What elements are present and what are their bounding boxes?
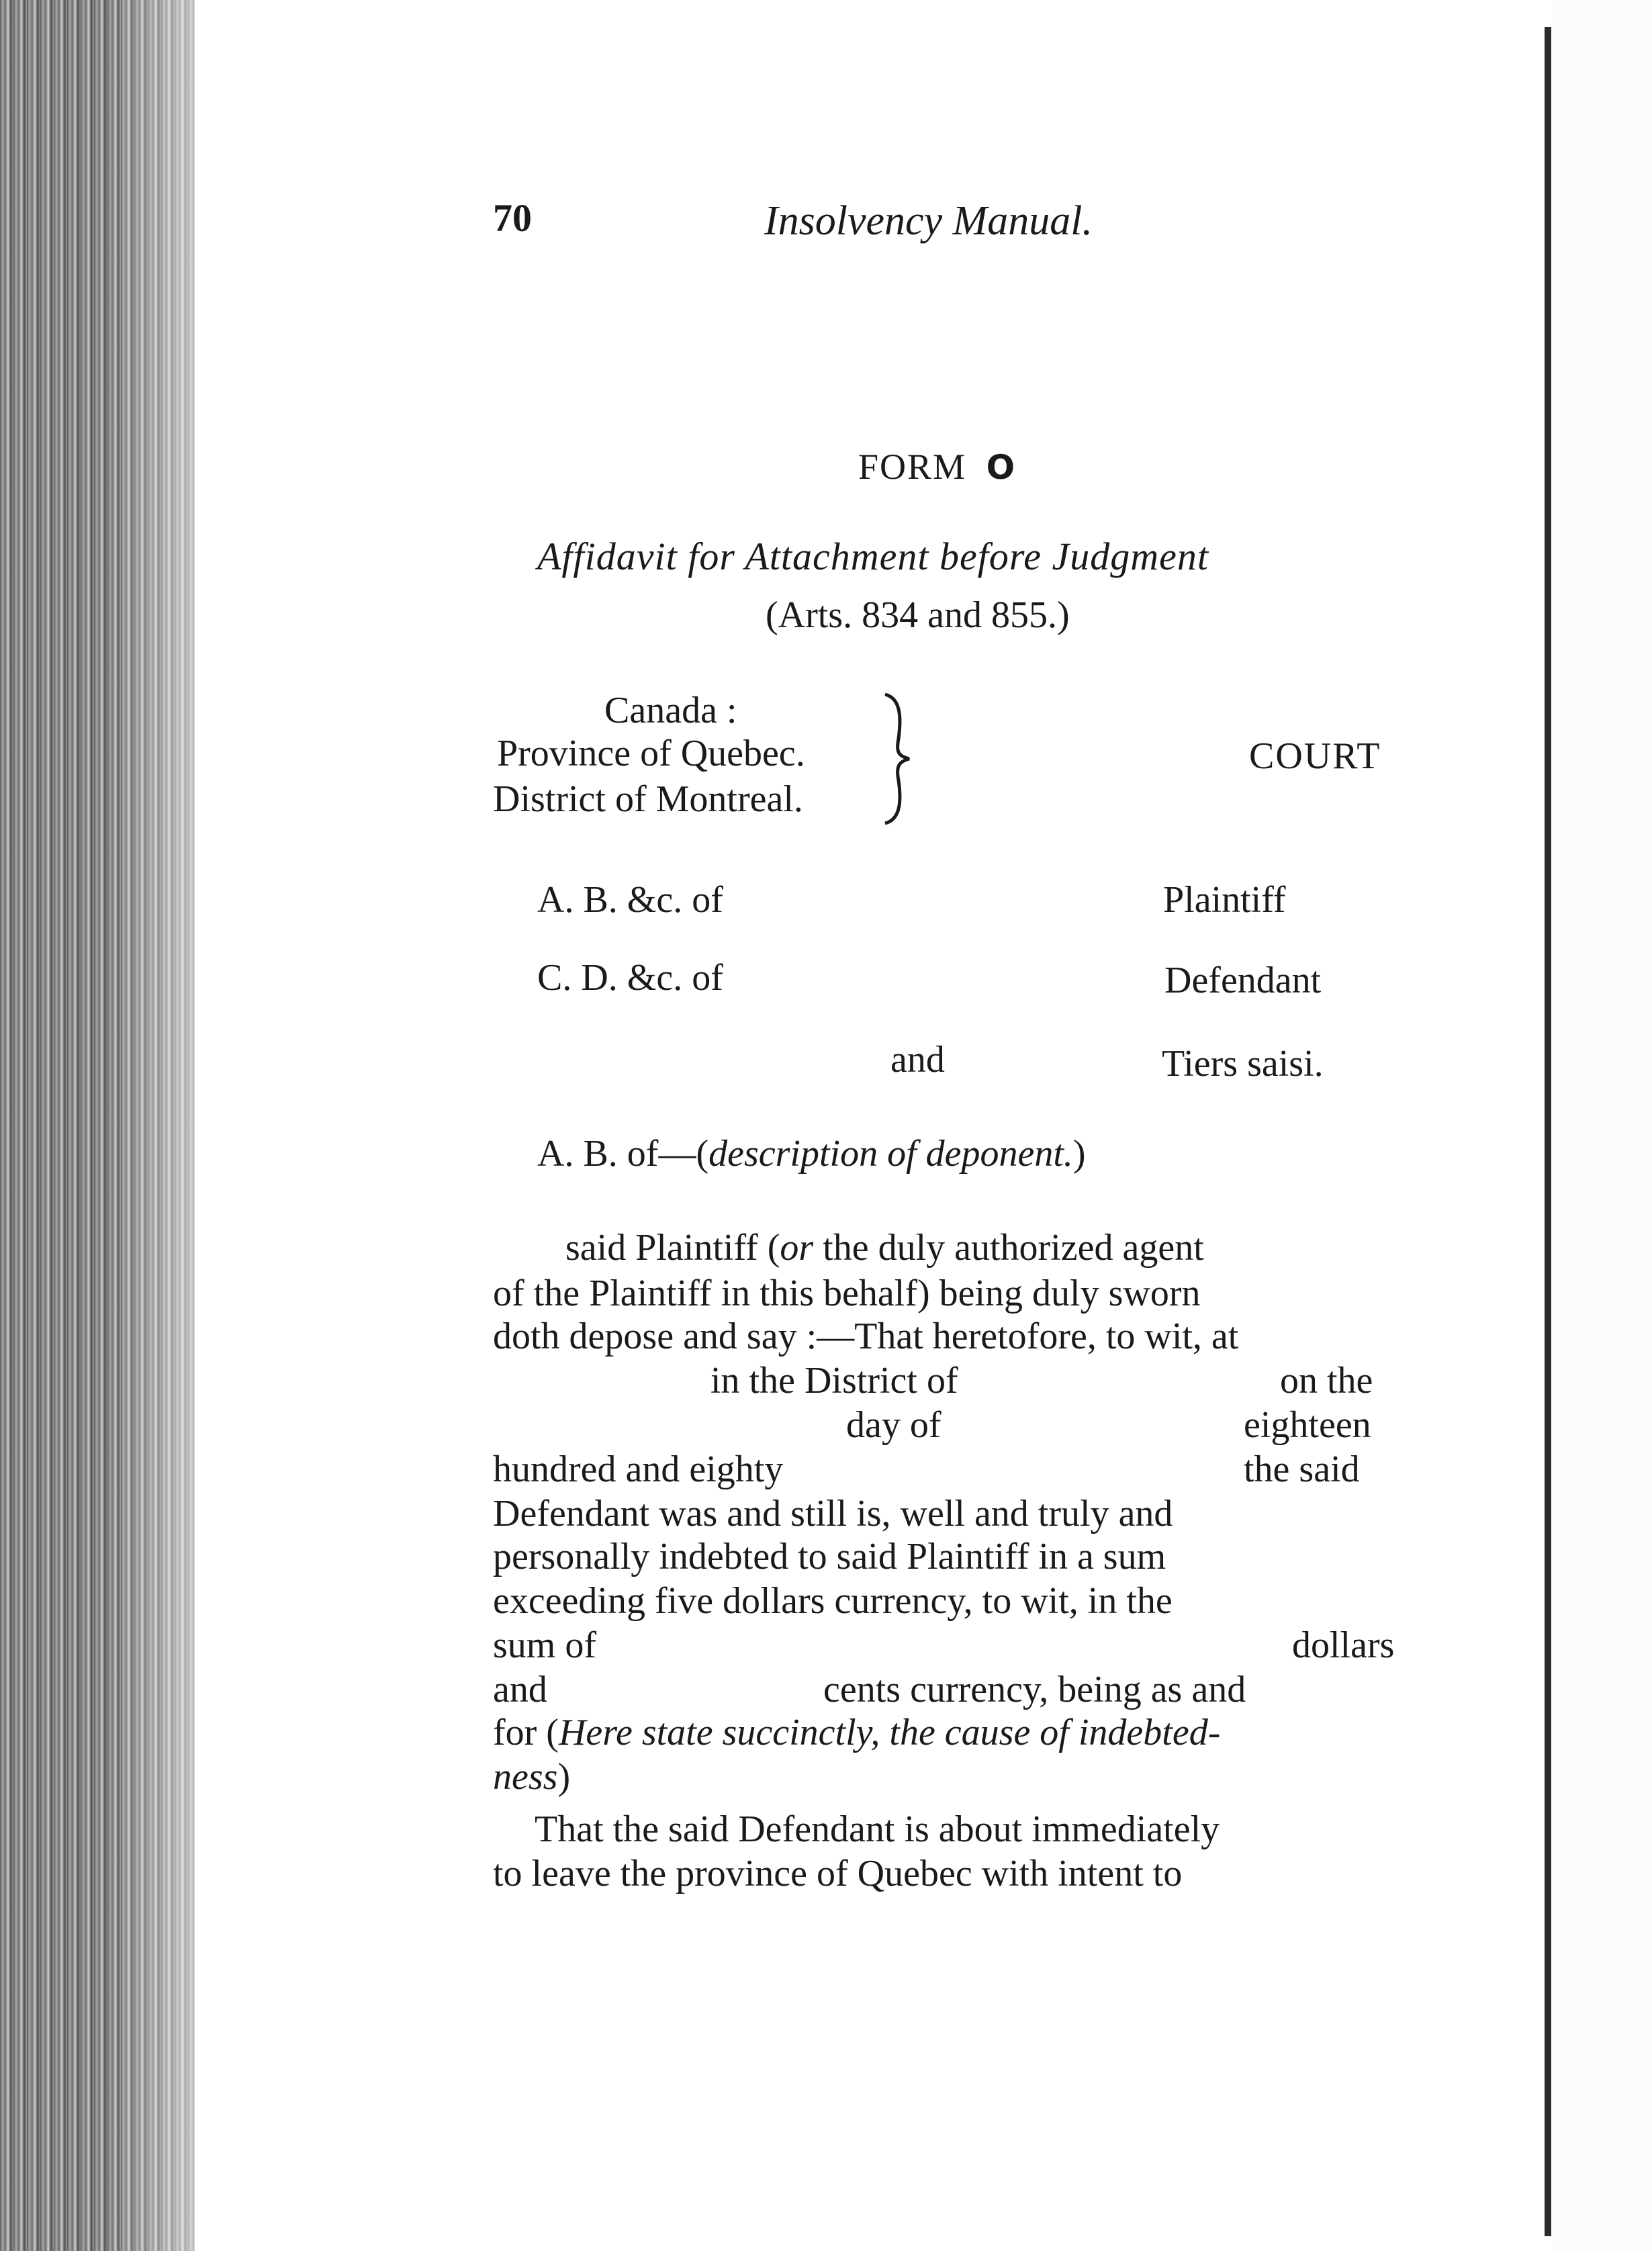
body-line-4a: in the District of [710,1360,958,1402]
body-line-13 [493,1758,570,1796]
body-line-12b: Here state succinctly, the cause of indebted- [558,1712,1221,1753]
jurisdiction-province: Province of Quebec. [497,733,805,774]
running-title: Insolvency Manual. [764,198,1093,244]
gutter-edge [1545,27,1551,2236]
and-label: and [890,1039,945,1081]
tiers-saisi-role: Tiers saisi. [1162,1043,1324,1085]
defendant-role: Defendant [1164,960,1322,1001]
plaintiff-name: A. B. &c. of [537,879,723,921]
body-line-11a: and [493,1669,547,1710]
jurisdiction-district: District of Montreal. [493,778,803,820]
body-line-1 [565,1229,1204,1267]
body-line-6a: hundred and eighty [493,1449,784,1490]
deponent-line [537,1135,1086,1173]
body-line-13b: ) [557,1756,571,1798]
body-line-4b: on the [1280,1360,1373,1402]
body-line-1b: or [780,1227,814,1269]
body-line-12 [493,1714,1220,1751]
deponent-prefix: A. B. of—( [537,1133,709,1175]
book-page-edges [0,0,195,2251]
body-line-2: of the Plaintiff in this behalf) being duly sworn [493,1273,1201,1314]
body-line-12a: for ( [493,1712,559,1753]
body-line-6b: the said [1244,1449,1360,1490]
page-number: 70 [493,196,532,240]
form-subtitle: Affidavit for Attachment before Judgment [537,535,1209,578]
body-line-10a: sum of [493,1624,596,1666]
body-line-14: That the said Defendant is about immediately [535,1808,1220,1850]
plaintiff-role: Plaintiff [1163,879,1286,921]
body-line-5a: day of [846,1404,942,1446]
body-line-13a: ness [493,1756,558,1798]
facing-page-margin [1553,0,1652,2251]
body-line-10b: dollars [1292,1624,1395,1666]
form-articles: (Arts. 834 and 855.) [766,594,1070,636]
body-line-3: doth depose and say :—That heretofore, to wit, at [493,1316,1239,1357]
form-title [858,449,1016,485]
jurisdiction-canada: Canada : [604,690,737,731]
curly-brace [881,692,915,826]
deponent-suffix: ) [1072,1133,1086,1175]
form-title-text: FORM [858,447,967,487]
body-line-1c: the duly authorized agent [813,1227,1204,1269]
form-letter: O [986,448,1017,487]
body-line-1a: said Plaintiff ( [565,1227,780,1269]
defendant-name: C. D. &c. of [537,957,723,999]
body-line-15: to leave the province of Quebec with intent to [493,1853,1183,1894]
body-line-7: Defendant was and still is, well and truly and [493,1493,1173,1534]
deponent-description: description of deponent. [708,1133,1073,1175]
body-line-8: personally indebted to said Plaintiff in a sum [493,1536,1166,1577]
body-line-11b: cents currency, being as and [823,1669,1246,1710]
body-line-5b: eighteen [1244,1404,1371,1446]
court-label: COURT [1249,735,1381,777]
body-line-9: exceeding five dollars currency, to wit, in the [493,1580,1173,1622]
